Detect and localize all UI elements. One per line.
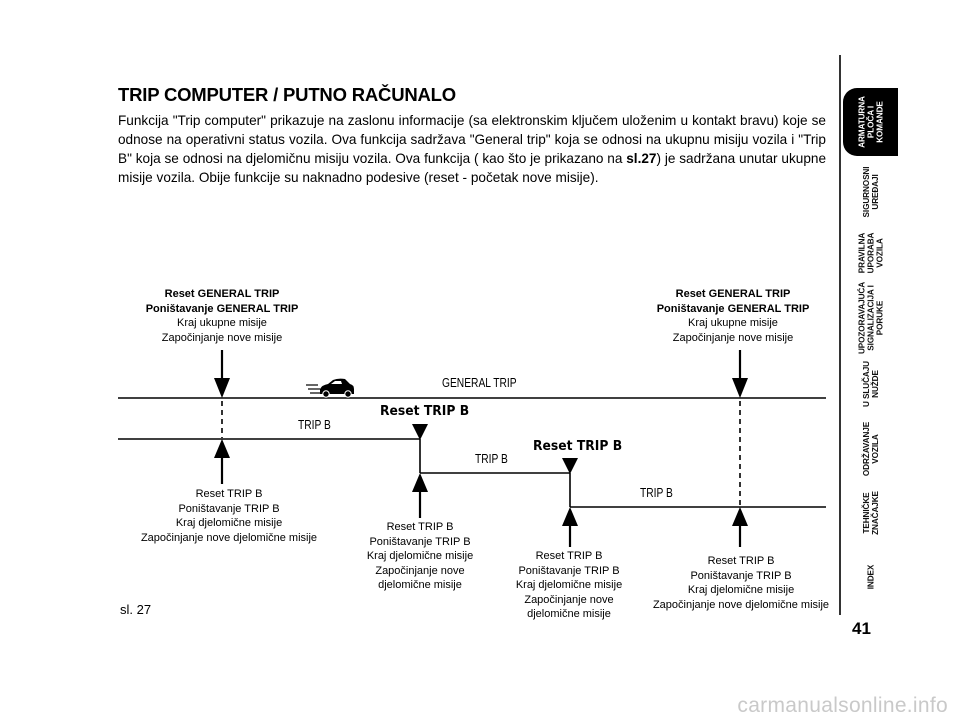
car-icon (306, 379, 354, 398)
trip-b-label-3: TRIP B (640, 486, 673, 500)
tripb-up-arrow-4 (732, 507, 748, 526)
tripb-up-arrow-2 (412, 473, 428, 492)
sidebar-tab-index[interactable]: INDEX (866, 564, 875, 590)
reset-tripb-arrow-2 (562, 458, 578, 474)
sidebar-tab-pravilna[interactable]: PRAVILNA UPORABA VOZILA (857, 232, 884, 274)
sidebar-tab-sigurnosni[interactable]: SIGURNOSNI UREĐAJI (861, 166, 880, 218)
tripb-up-arrow-1 (214, 439, 230, 458)
tripb-up-arrow-3 (562, 507, 578, 526)
figure-reference: sl.27 (626, 151, 657, 166)
page-title: TRIP COMPUTER / PUTNO RAČUNALO (118, 84, 456, 105)
figure-label: sl. 27 (120, 602, 152, 617)
sidebar-tab-armaturna[interactable]: ARMATURNA PLOČA I KOMANDE (843, 88, 898, 156)
tripb-reset-caption-4: Reset TRIP B Poništavanje TRIP B Kraj djelomične misije Započinjanje nove djelomične misije (652, 555, 830, 611)
page-number: 41 (852, 619, 871, 638)
reset-tripb-label-2: Reset TRIP B (533, 439, 623, 454)
reset-tripb-arrow-1 (412, 424, 428, 440)
tripb-reset-caption-2: Reset TRIP B Poništavanje TRIP B Kraj djelomične misije Započinjanje nove djelomične misije (366, 521, 474, 591)
general-reset-arrow-right (732, 378, 748, 398)
tripb-reset-caption-1: Reset TRIP B Poništavanje TRIP B Kraj djelomične misije Započinjanje nove djelomične misije (140, 488, 318, 544)
tripb-reset-caption-3: Reset TRIP B Poništavanje TRIP B Kraj djelomične misije Započinjanje nove djelomične misije (515, 550, 623, 620)
intro-text-2: ) je sadržana unutar ukupne misije vozila. Obije funkcije su naknadno podesive (reset - početak nove misije). (118, 151, 826, 185)
reset-tripb-label-1: Reset TRIP B (380, 404, 470, 419)
sidebar-tab-nuzde[interactable]: U SLUČAJU NUŽDE (861, 361, 880, 407)
intro-text-1: Funkcija "Trip computer" prikazuje na zaslonu informacije (sa elektronskim ključem uloženim u kontakt bravu) koje se odnose na operativni status vozila. Ova funkcija sadržava "General trip" koja se odnosi na ukupnu misiju vozila i "Trip B" koja se odnosi na djelomičnu misiju vozila. Ova funkcija ( kao što je prikazano na (118, 113, 826, 166)
sidebar-tab-odrzavanje[interactable]: ODRŽAVANJE VOZILA (861, 421, 880, 477)
trip-b-label-2: TRIP B (475, 452, 508, 466)
general-reset-caption-right: Reset GENERAL TRIP Poništavanje GENERAL TRIP Kraj ukupne misije Započinjanje nove misije (656, 288, 810, 344)
trip-b-label-1: TRIP B (298, 418, 331, 432)
general-reset-arrow-left (214, 378, 230, 398)
general-trip-label: GENERAL TRIP (442, 376, 517, 390)
general-reset-caption-left: Reset GENERAL TRIP Poništavanje GENERAL TRIP Kraj ukupne misije Započinjanje nove misije (145, 288, 299, 344)
sidebar-tab-upozoravajuca[interactable]: UPOZORAVAJUĆA SIGNALIZACIJA I PORUKE (857, 281, 884, 355)
sidebar-tab-tehnicke[interactable]: TEHNIČKE ZNAČAJKE (861, 491, 880, 535)
watermark: carmanualsonline.info (737, 694, 948, 717)
